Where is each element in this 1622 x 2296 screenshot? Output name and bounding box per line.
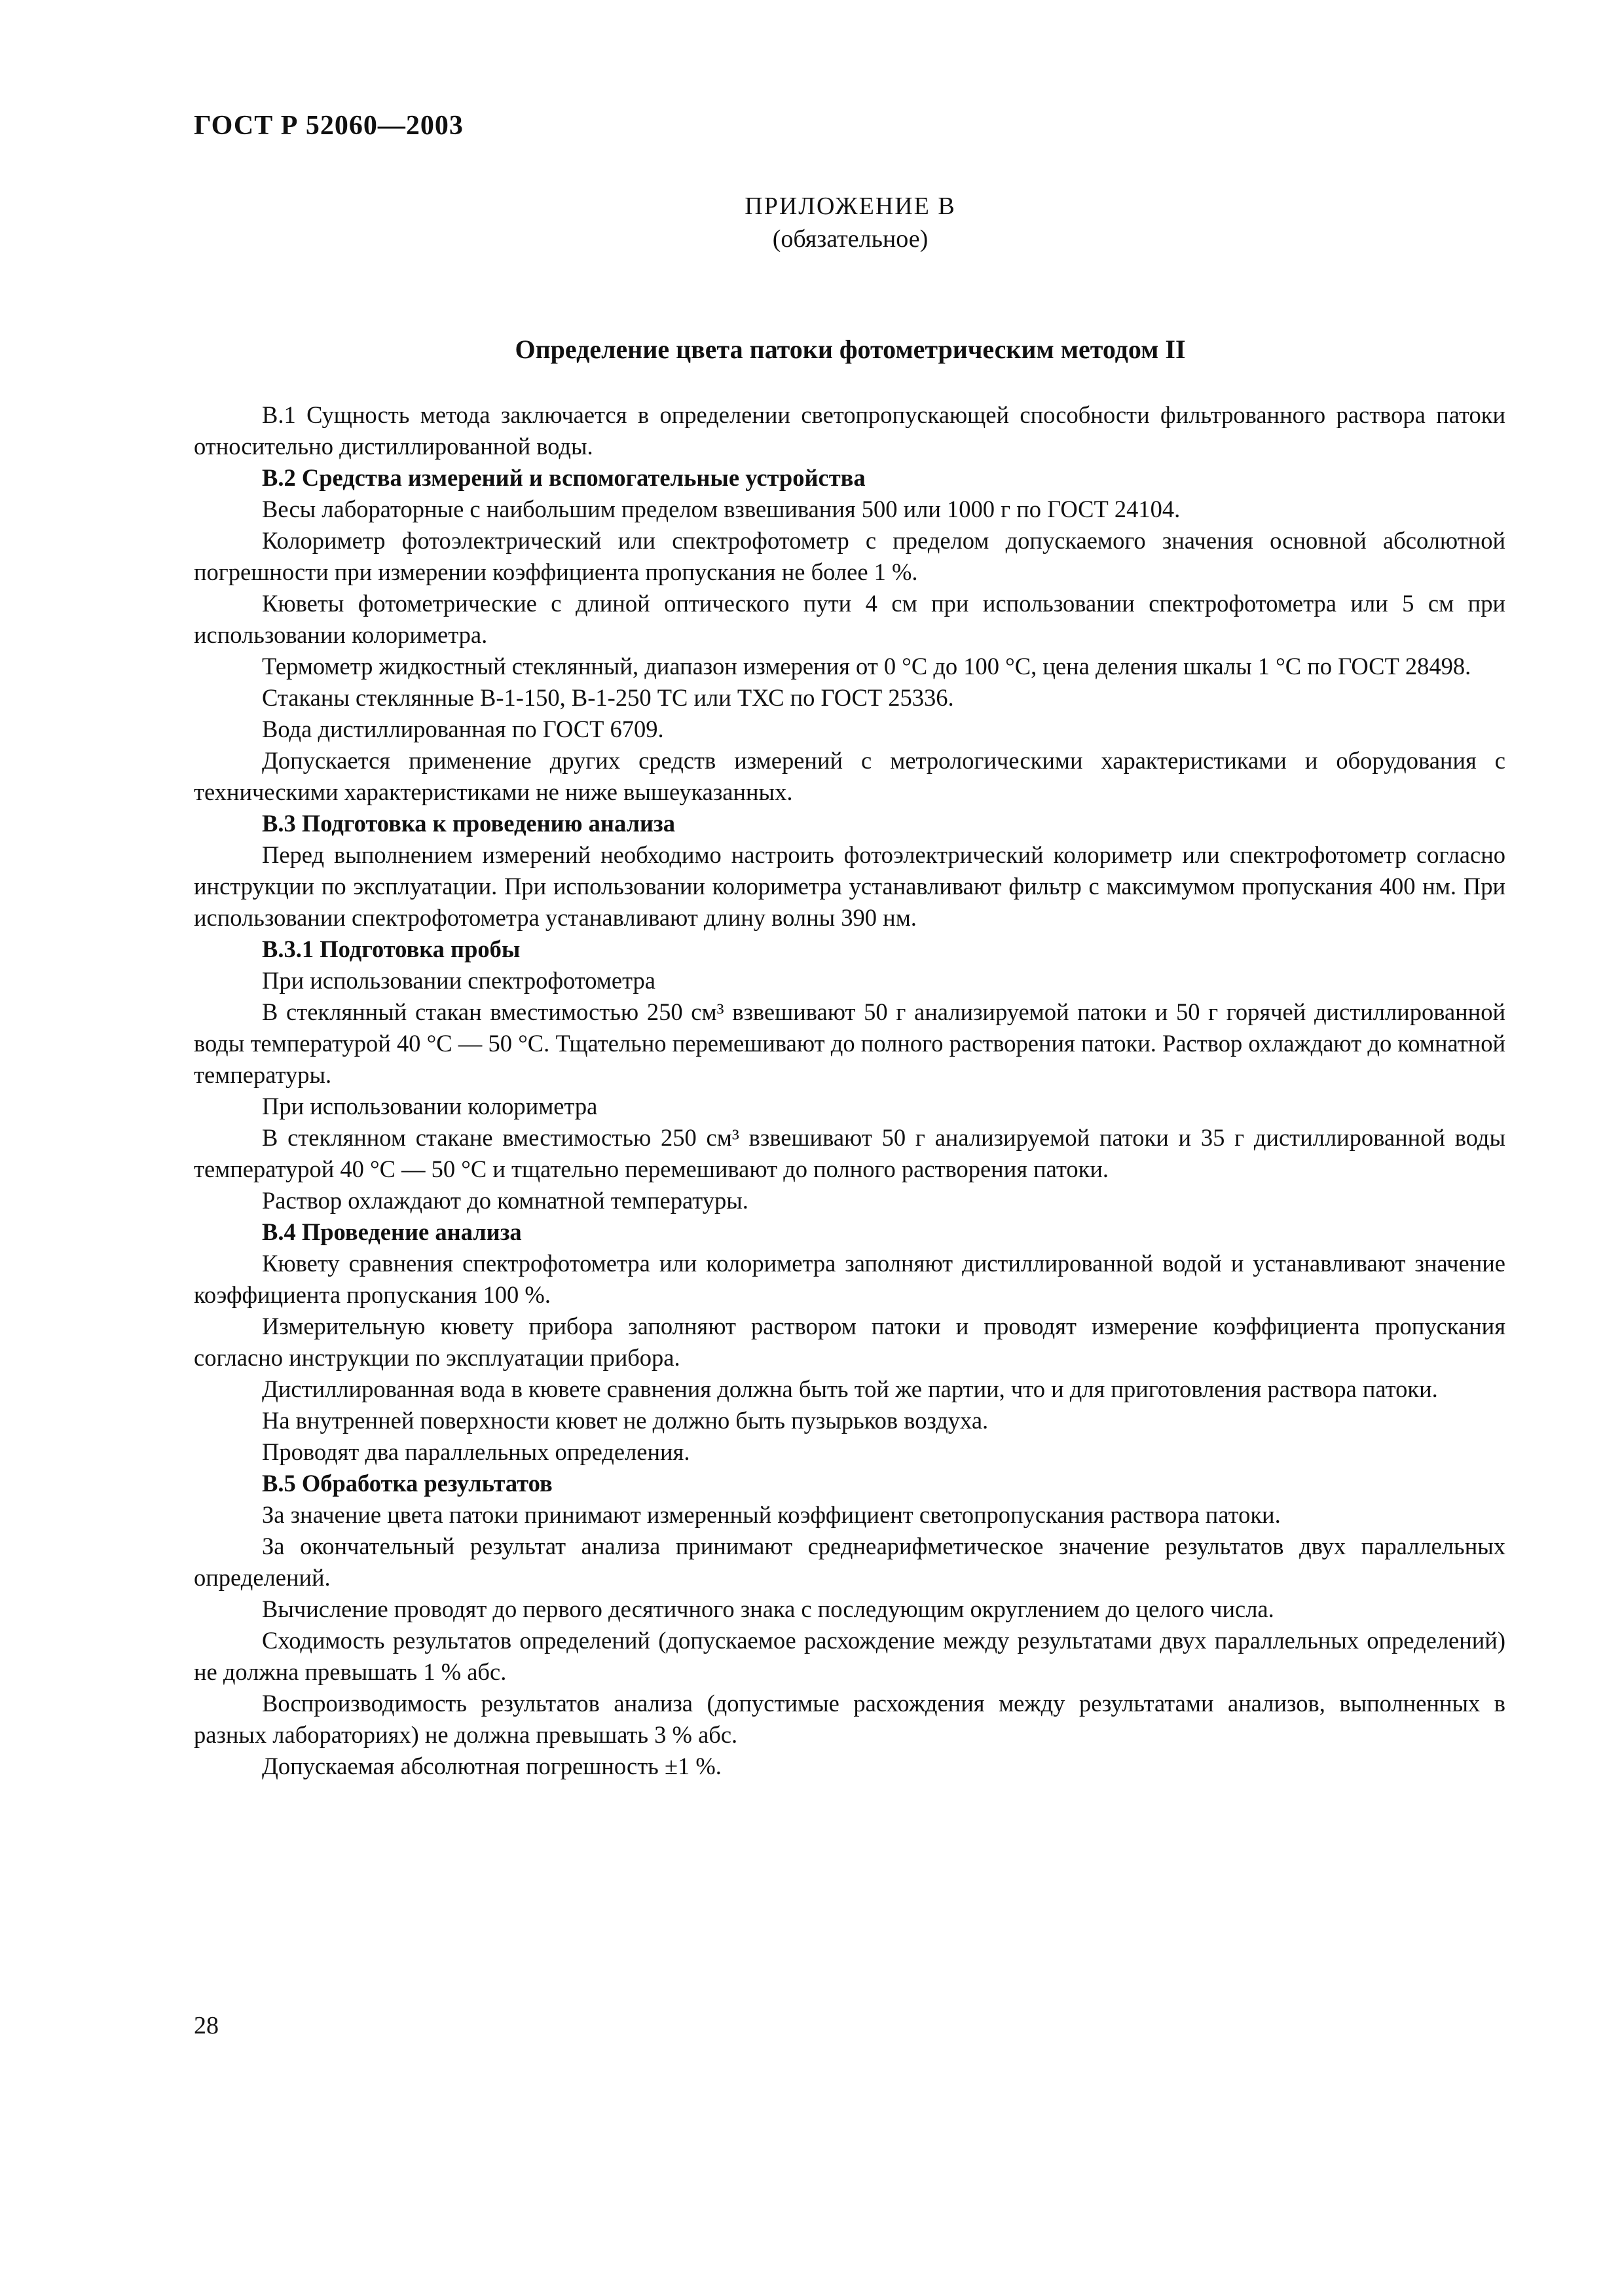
paragraph: Проводят два параллельных определения. <box>262 1438 690 1465</box>
section-heading: В.3.1 Подготовка пробы <box>262 936 521 962</box>
paragraph: Вычисление проводят до первого десятичного знака с последующим округлением до целого числа. <box>262 1595 1274 1622</box>
paragraph: В стеклянный стакан вместимостью 250 см³ взвешивают 50 г анализируемой патоки и 50 г горячей дистиллированной воды температурой 40 °С — 50 °С. Тщательно перемешивают до полного растворения патоки. Раствор охлаждают до комнатной температуры. <box>194 998 1505 1088</box>
paragraph: В.1 Сущность метода заключается в определении светопропускающей способности фильтрованного раствора патоки относительно дистиллированной воды. <box>194 401 1505 460</box>
paragraph: Колориметр фотоэлектрический или спектрофотометр с пределом допускаемого значения основной абсолютной погрешности при измерении коэффициента пропускания не более 1 %. <box>194 527 1505 585</box>
paragraph: Термометр жидкостный стеклянный, диапазон измерения от 0 °С до 100 °С, цена деления шкалы 1 °С по ГОСТ 28498. <box>262 653 1471 680</box>
paragraph: На внутренней поверхности кювет не должно быть пузырьков воздуха. <box>262 1407 989 1434</box>
paragraph: Измерительную кювету прибора заполняют раствором патоки и проводят измерение коэффициента пропускания согласно инструкции по эксплуатации прибора. <box>194 1313 1505 1371</box>
paragraph: Допускаемая абсолютная погрешность ±1 %. <box>262 1753 722 1779</box>
paragraph: Стаканы стеклянные В-1-150, В-1-250 ТС или ТХС по ГОСТ 25336. <box>262 684 954 711</box>
paragraph: Допускается применение других средств измерений с метрологическими характеристиками и оборудования с техническими характеристиками не ниже вышеуказанных. <box>194 747 1505 805</box>
paragraph: За окончательный результат анализа принимают среднеарифметическое значение результатов двух параллельных определений. <box>194 1533 1505 1591</box>
page-number: 28 <box>194 2012 219 2039</box>
document-title: Определение цвета патоки фотометрическим методом II <box>515 335 1186 364</box>
paragraph: Весы лабораторные с наибольшим пределом взвешивания 500 или 1000 г по ГОСТ 24104. <box>262 496 1181 522</box>
paragraph: Кювету сравнения спектрофотометра или колориметра заполняют дистиллированной водой и устанавливают значение коэффициента пропускания 100 %. <box>194 1250 1505 1308</box>
document-body <box>194 399 1505 1782</box>
section-heading: В.4 Проведение анализа <box>262 1218 522 1245</box>
paragraph: За значение цвета патоки принимают измеренный коэффициент светопропускания раствора патоки. <box>262 1501 1281 1528</box>
standard-header: ГОСТ Р 52060—2003 <box>194 111 464 141</box>
paragraph: Раствор охлаждают до комнатной температуры. <box>262 1187 748 1214</box>
appendix-status: (обязательное) <box>772 225 929 253</box>
paragraph: Перед выполнением измерений необходимо настроить фотоэлектрический колориметр или спектрофотометр согласно инструкции по эксплуатации. При использовании колориметра устанавливают фильтр с максимумом пропускания 400 нм. При использовании спектрофотометра устанавливают длину волны 390 нм. <box>194 841 1505 931</box>
paragraph: При использовании колориметра <box>262 1093 598 1120</box>
paragraph: Сходимость результатов определений (допускаемое расхождение между результатами двух параллельных определений) не должна превышать 1 % абс. <box>194 1627 1505 1685</box>
paragraph: Воспроизводимость результатов анализа (допустимые расхождения между результатами анализов, выполненных в разных лабораториях) не должна превышать 3 % абс. <box>194 1690 1505 1748</box>
appendix-title: ПРИЛОЖЕНИЕ В <box>745 192 956 220</box>
paragraph: Дистиллированная вода в кювете сравнения должна быть той же партии, что и для приготовления раствора патоки. <box>262 1376 1438 1402</box>
section-heading: В.3 Подготовка к проведению анализа <box>262 810 675 837</box>
paragraph: При использовании спектрофотометра <box>262 967 655 994</box>
paragraph: В стеклянном стакане вместимостью 250 см³ взвешивают 50 г анализируемой патоки и 35 г дистиллированной воды температурой 40 °С — 50 °С и тщательно перемешивают до полного растворения патоки. <box>194 1124 1505 1182</box>
section-heading: В.5 Обработка результатов <box>262 1470 553 1497</box>
section-heading: В.2 Средства измерений и вспомогательные устройства <box>262 464 866 491</box>
appendix-block <box>0 190 1622 255</box>
paragraph: Кюветы фотометрические с длиной оптического пути 4 см при использовании спектрофотометра или 5 см при использовании колориметра. <box>194 590 1505 648</box>
paragraph: Вода дистиллированная по ГОСТ 6709. <box>262 716 664 742</box>
